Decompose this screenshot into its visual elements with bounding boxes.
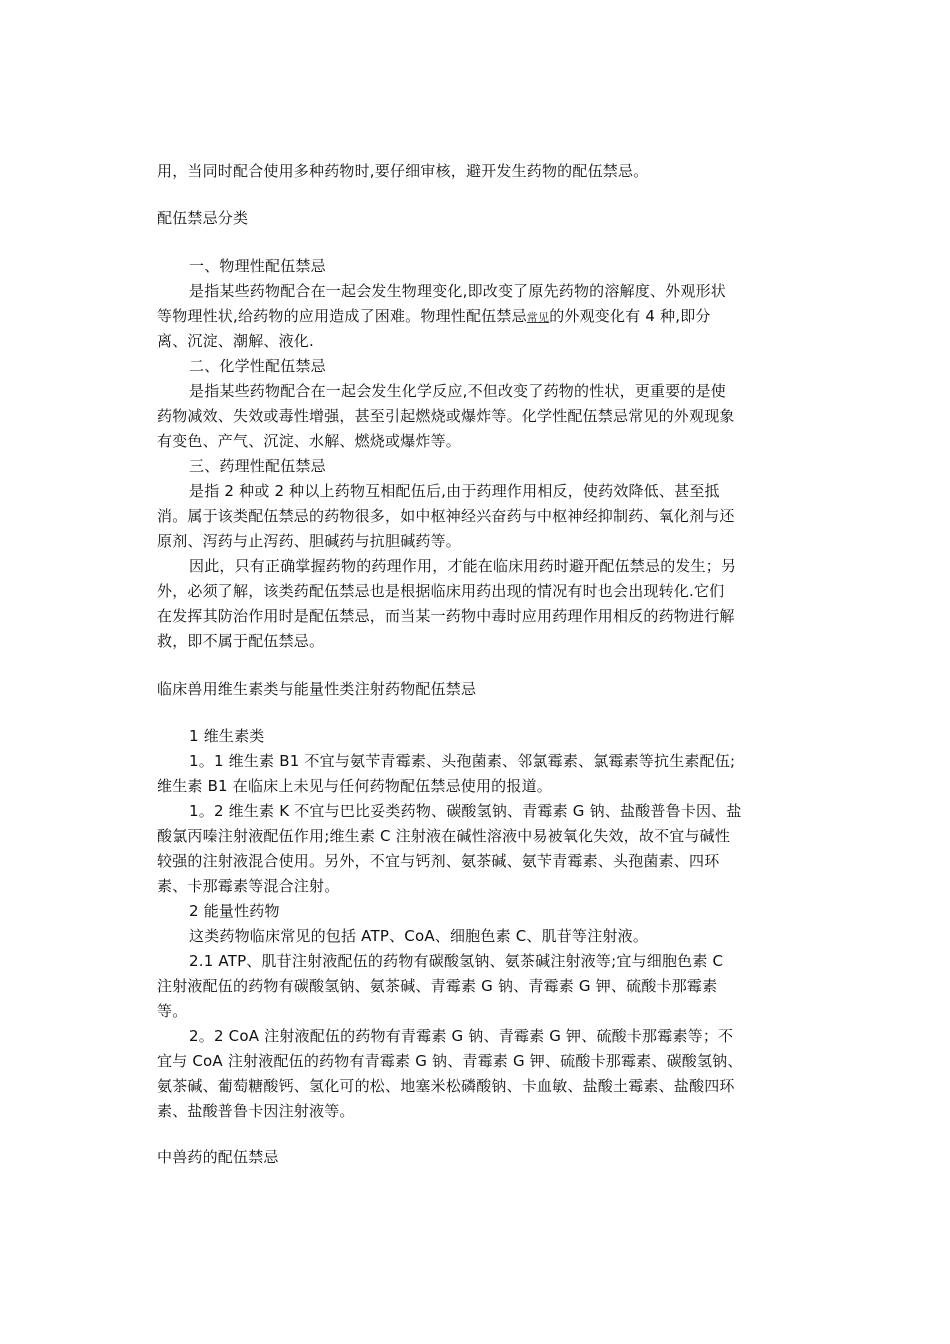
heading-vitamins: 1 维生素类 (189, 727, 265, 745)
heading-physical: 一、物理性配伍禁忌 (189, 257, 326, 275)
vit-k-line-1: 1。2 维生素 K 不宜与巴比妥类药物、碳酸氢钠、青霉素 G 钠、盐酸普鲁卡因、盐 (189, 802, 742, 820)
conclusion-line-2: 外，必须了解，该类药配伍禁忌也是根据临床用药出现的情况有时也会出现转化.它们 (157, 582, 725, 600)
conclusion-line-1: 因此，只有正确掌握药物的药理作用，才能在临床用药时避开配伍禁忌的发生；另 (189, 557, 737, 575)
conclusion-line-4: 救，即不属于配伍禁忌。 (157, 632, 325, 650)
section-title-classification: 配伍禁忌分类 (157, 209, 249, 227)
coa-line-4: 素、盐酸普鲁卡因注射液等。 (157, 1102, 355, 1120)
chemical-line-2: 药物减效、失效或毒性增强，甚至引起燃烧或爆炸等。化学性配伍禁忌常见的外观现象 (157, 407, 735, 425)
atp-line-3: 等。 (157, 1002, 188, 1020)
physical-line-2: 等物理性状,给药物的应用造成了困难。物理性配伍禁忌常见的外观变化有 4 种,即分 (157, 307, 711, 325)
section-title-injection: 临床兽用维生素类与能量性类注射药物配伍禁忌 (157, 680, 477, 698)
section-title-chinese-vet: 中兽药的配伍禁忌 (157, 1148, 279, 1166)
coa-line-1: 2。2 CoA 注射液配伍的药物有青霉素 G 钠、青霉素 G 钾、硫酸卡那霉素等；不 (189, 1027, 734, 1045)
energy-intro: 这类药物临床常见的包括 ATP、CoA、细胞色素 C、肌苷等注射液。 (189, 927, 649, 945)
chemical-line-1: 是指某些药物配合在一起会发生化学反应,不但改变了药物的性状，更重要的是使 (189, 382, 726, 400)
common-link[interactable]: 常见 (526, 311, 550, 324)
vit-b1-line-2: 维生素 B1 在临床上未见与任何药物配伍禁忌使用的报道。 (157, 777, 552, 795)
heading-energy: 2 能量性药物 (189, 902, 280, 920)
vit-k-line-3: 较强的注射液混合使用。另外，不宜与钙剂、氨茶碱、氨苄青霉素、头孢菌素、四环 (157, 852, 720, 870)
pharm-line-3: 原剂、泻药与止泻药、胆碱药与抗胆碱药等。 (157, 532, 462, 550)
coa-line-3: 氨茶碱、葡萄糖酸钙、氢化可的松、地塞米松磷酸钠、卡血敏、盐酸土霉素、盐酸四环 (157, 1077, 735, 1095)
atp-line-1: 2.1 ATP、肌苷注射液配伍的药物有碳酸氢钠、氨茶碱注射液等;宜与细胞色素 C (189, 952, 724, 970)
physical-line-3: 离、沉淀、潮解、液化. (157, 332, 314, 350)
vit-k-line-4: 素、卡那霉素等混合注射。 (157, 877, 340, 895)
chemical-line-3: 有变色、产气、沉淀、水解、燃烧或爆炸等。 (157, 432, 462, 450)
atp-line-2: 注射液配伍的药物有碳酸氢钠、氨茶碱、青霉素 G 钠、青霉素 G 钾、硫酸卡那霉素 (157, 977, 718, 995)
heading-pharmacological: 三、药理性配伍禁忌 (189, 457, 326, 475)
physical-line-1: 是指某些药物配合在一起会发生物理变化,即改变了原先药物的溶解度、外观形状 (189, 282, 726, 300)
pharm-line-1: 是指 2 种或 2 种以上药物互相配伍后,由于药理作用相反，使药效降低、甚至抵 (189, 482, 720, 500)
conclusion-line-3: 在发挥其防治作用时是配伍禁忌，而当某一药物中毒时应用药理作用相反的药物进行解 (157, 607, 735, 625)
coa-line-2: 宜与 CoA 注射液配伍的药物有青霉素 G 钠、青霉素 G 钾、硫酸卡那霉素、碳酸氢钠、 (157, 1052, 743, 1070)
pharm-line-2: 消。属于该类配伍禁忌的药物很多，如中枢神经兴奋药与中枢神经抑制药、氧化剂与还 (157, 507, 735, 525)
heading-chemical: 二、化学性配伍禁忌 (189, 357, 326, 375)
intro-line: 用，当同时配合使用多种药物时,要仔细审核，避开发生药物的配伍禁忌。 (157, 162, 649, 180)
vit-k-line-2: 酸氯丙嗪注射液配伍作用;维生素 C 注射液在碱性溶液中易被氧化失效，故不宜与碱性 (157, 827, 731, 845)
vit-b1-line-1: 1。1 维生素 B1 不宜与氨苄青霉素、头孢菌素、邻氯霉素、氯霉素等抗生素配伍; (189, 752, 736, 770)
